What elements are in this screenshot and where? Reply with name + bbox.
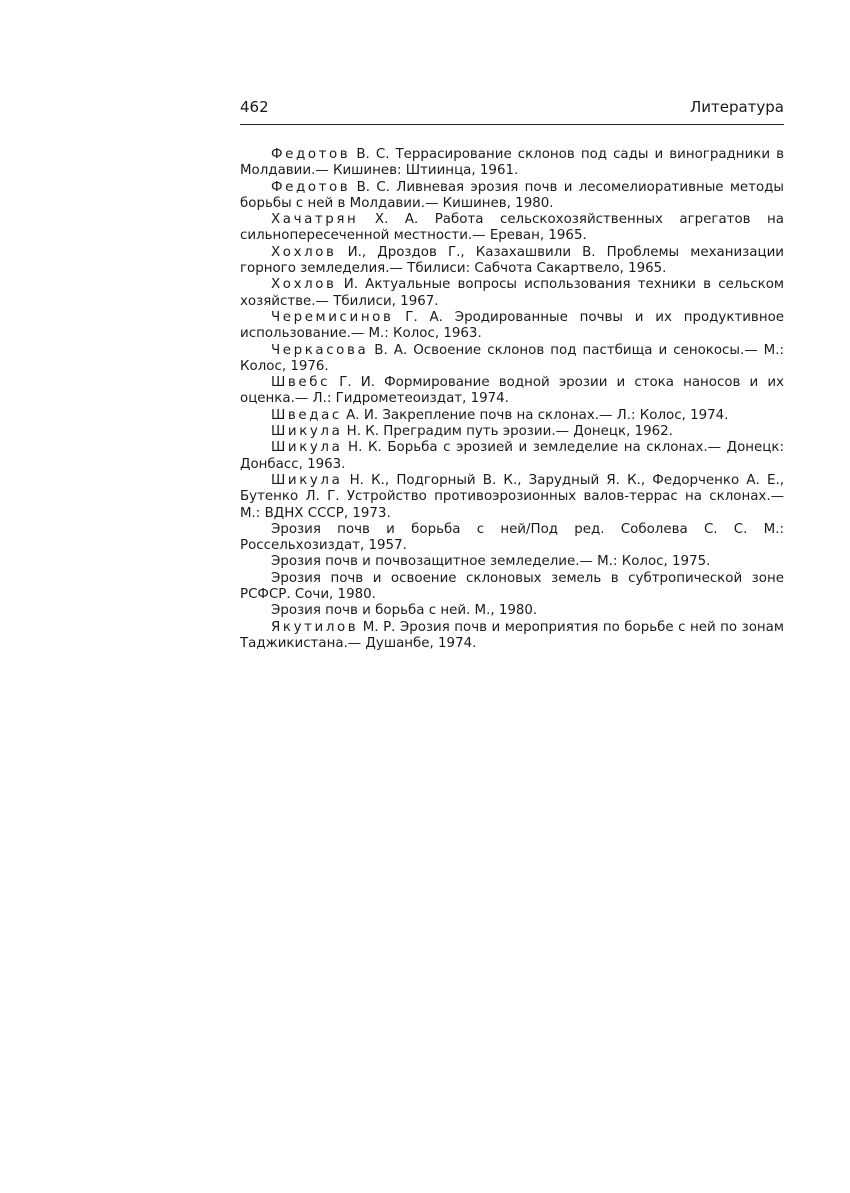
reference-item xyxy=(240,343,784,376)
reference-item xyxy=(240,212,784,245)
reference-item xyxy=(240,245,784,278)
reference-text: Н. К. Преградим путь эрозии.— Донецк, 1962. xyxy=(342,424,673,440)
reference-item xyxy=(240,375,784,408)
reference-text: Эрозия почв и борьба с ней. М., 1980. xyxy=(271,603,538,619)
reference-item xyxy=(240,310,784,343)
page-content xyxy=(240,96,784,652)
reference-author: Шведас xyxy=(271,407,342,423)
reference-author: Хохлов xyxy=(271,277,337,293)
reference-text: В. А. Освоение склонов под пастбища и сенокосы.— М.: Колос, 1976. xyxy=(240,342,784,374)
reference-item xyxy=(240,180,784,213)
reference-author: Шикула xyxy=(271,472,343,488)
reference-text: М. Р. Эрозия почв и мероприятия по борьбе с ней по зонам Таджикистана.— Душанбе, 1974. xyxy=(240,619,784,651)
reference-text: Н. К., Подгорный В. К., Зарудный Я. К., Федорченко А. Е., Бутенко Л. Г. Устройство противоэрозионных валов-террас на склонах.— М.: ВДНХ СССР, 1973. xyxy=(240,472,784,521)
reference-text: Г. А. Эродированные почвы и их продуктивное использование.— М.: Колос, 1963. xyxy=(240,309,784,342)
reference-text: А. И. Закрепление почв на склонах.— Л.: Колос, 1974. xyxy=(341,407,729,423)
reference-item xyxy=(240,522,784,555)
reference-item xyxy=(240,473,784,522)
reference-item xyxy=(240,147,784,180)
reference-text: И. Актуальные вопросы использования техники в сельском хозяйстве.— Тбилиси, 1967. xyxy=(240,277,784,309)
reference-text: Г. И. Формирование водной эрозии и стока наносов и их оценка.— Л.: Гидрометеоиздат, 1974. xyxy=(240,375,784,407)
reference-item xyxy=(240,571,784,604)
reference-author: Шикула xyxy=(271,424,343,440)
reference-text: Эрозия почв и освоение склоновых земель в субтропической зоне РСФСР. Сочи, 1980. xyxy=(240,570,784,603)
reference-author: Федотов xyxy=(271,179,351,195)
reference-author: Швебс xyxy=(271,375,331,391)
reference-item xyxy=(240,440,784,473)
reference-text: И., Дроздов Г., Казахашвили В. Проблемы механизации горного земледелия.— Тбилиси: Сабчота Сакартвело, 1965. xyxy=(240,244,784,277)
reference-text: В. С. Террасирование склонов под сады и виноградники в Молдавии.— Кишинев: Штиинца, 1961. xyxy=(240,147,784,179)
reference-author: Шикула xyxy=(271,440,343,456)
reference-author: Черемисинов xyxy=(271,309,394,325)
reference-list xyxy=(240,147,784,652)
reference-item xyxy=(240,554,784,570)
reference-author: Федотов xyxy=(271,147,351,162)
reference-item xyxy=(240,603,784,619)
reference-text: Х. А. Работа сельскохозяйственных агрегатов на сильнопересеченной местности.— Ереван, 1965. xyxy=(240,212,784,244)
reference-text: В. С. Ливневая эрозия почв и лесомелиоративные методы борьбы с ней в Молдавии.— Кишинев, 1980. xyxy=(240,179,784,211)
reference-author: Якутилов xyxy=(271,619,359,635)
reference-item xyxy=(240,277,784,310)
running-header xyxy=(240,96,784,125)
section-title: Литература xyxy=(689,98,784,116)
page-number: 462 xyxy=(240,98,269,116)
reference-text: Эрозия почв и почвозащитное земледелие.— М.: Колос, 1975. xyxy=(271,554,711,570)
reference-author: Хохлов xyxy=(271,244,337,260)
reference-text: Эрозия почв и борьба с ней/Под ред. Соболева С. С. М.: Россельхозиздат, 1957. xyxy=(240,521,784,554)
reference-item xyxy=(240,424,784,440)
reference-author: Хачатрян xyxy=(271,212,359,228)
reference-text: Н. К. Борьба с эрозией и земледелие на склонах.— Донецк: Донбасс, 1963. xyxy=(240,440,784,472)
reference-item xyxy=(240,408,784,424)
reference-item xyxy=(240,620,784,653)
reference-author: Черкасова xyxy=(271,342,369,358)
